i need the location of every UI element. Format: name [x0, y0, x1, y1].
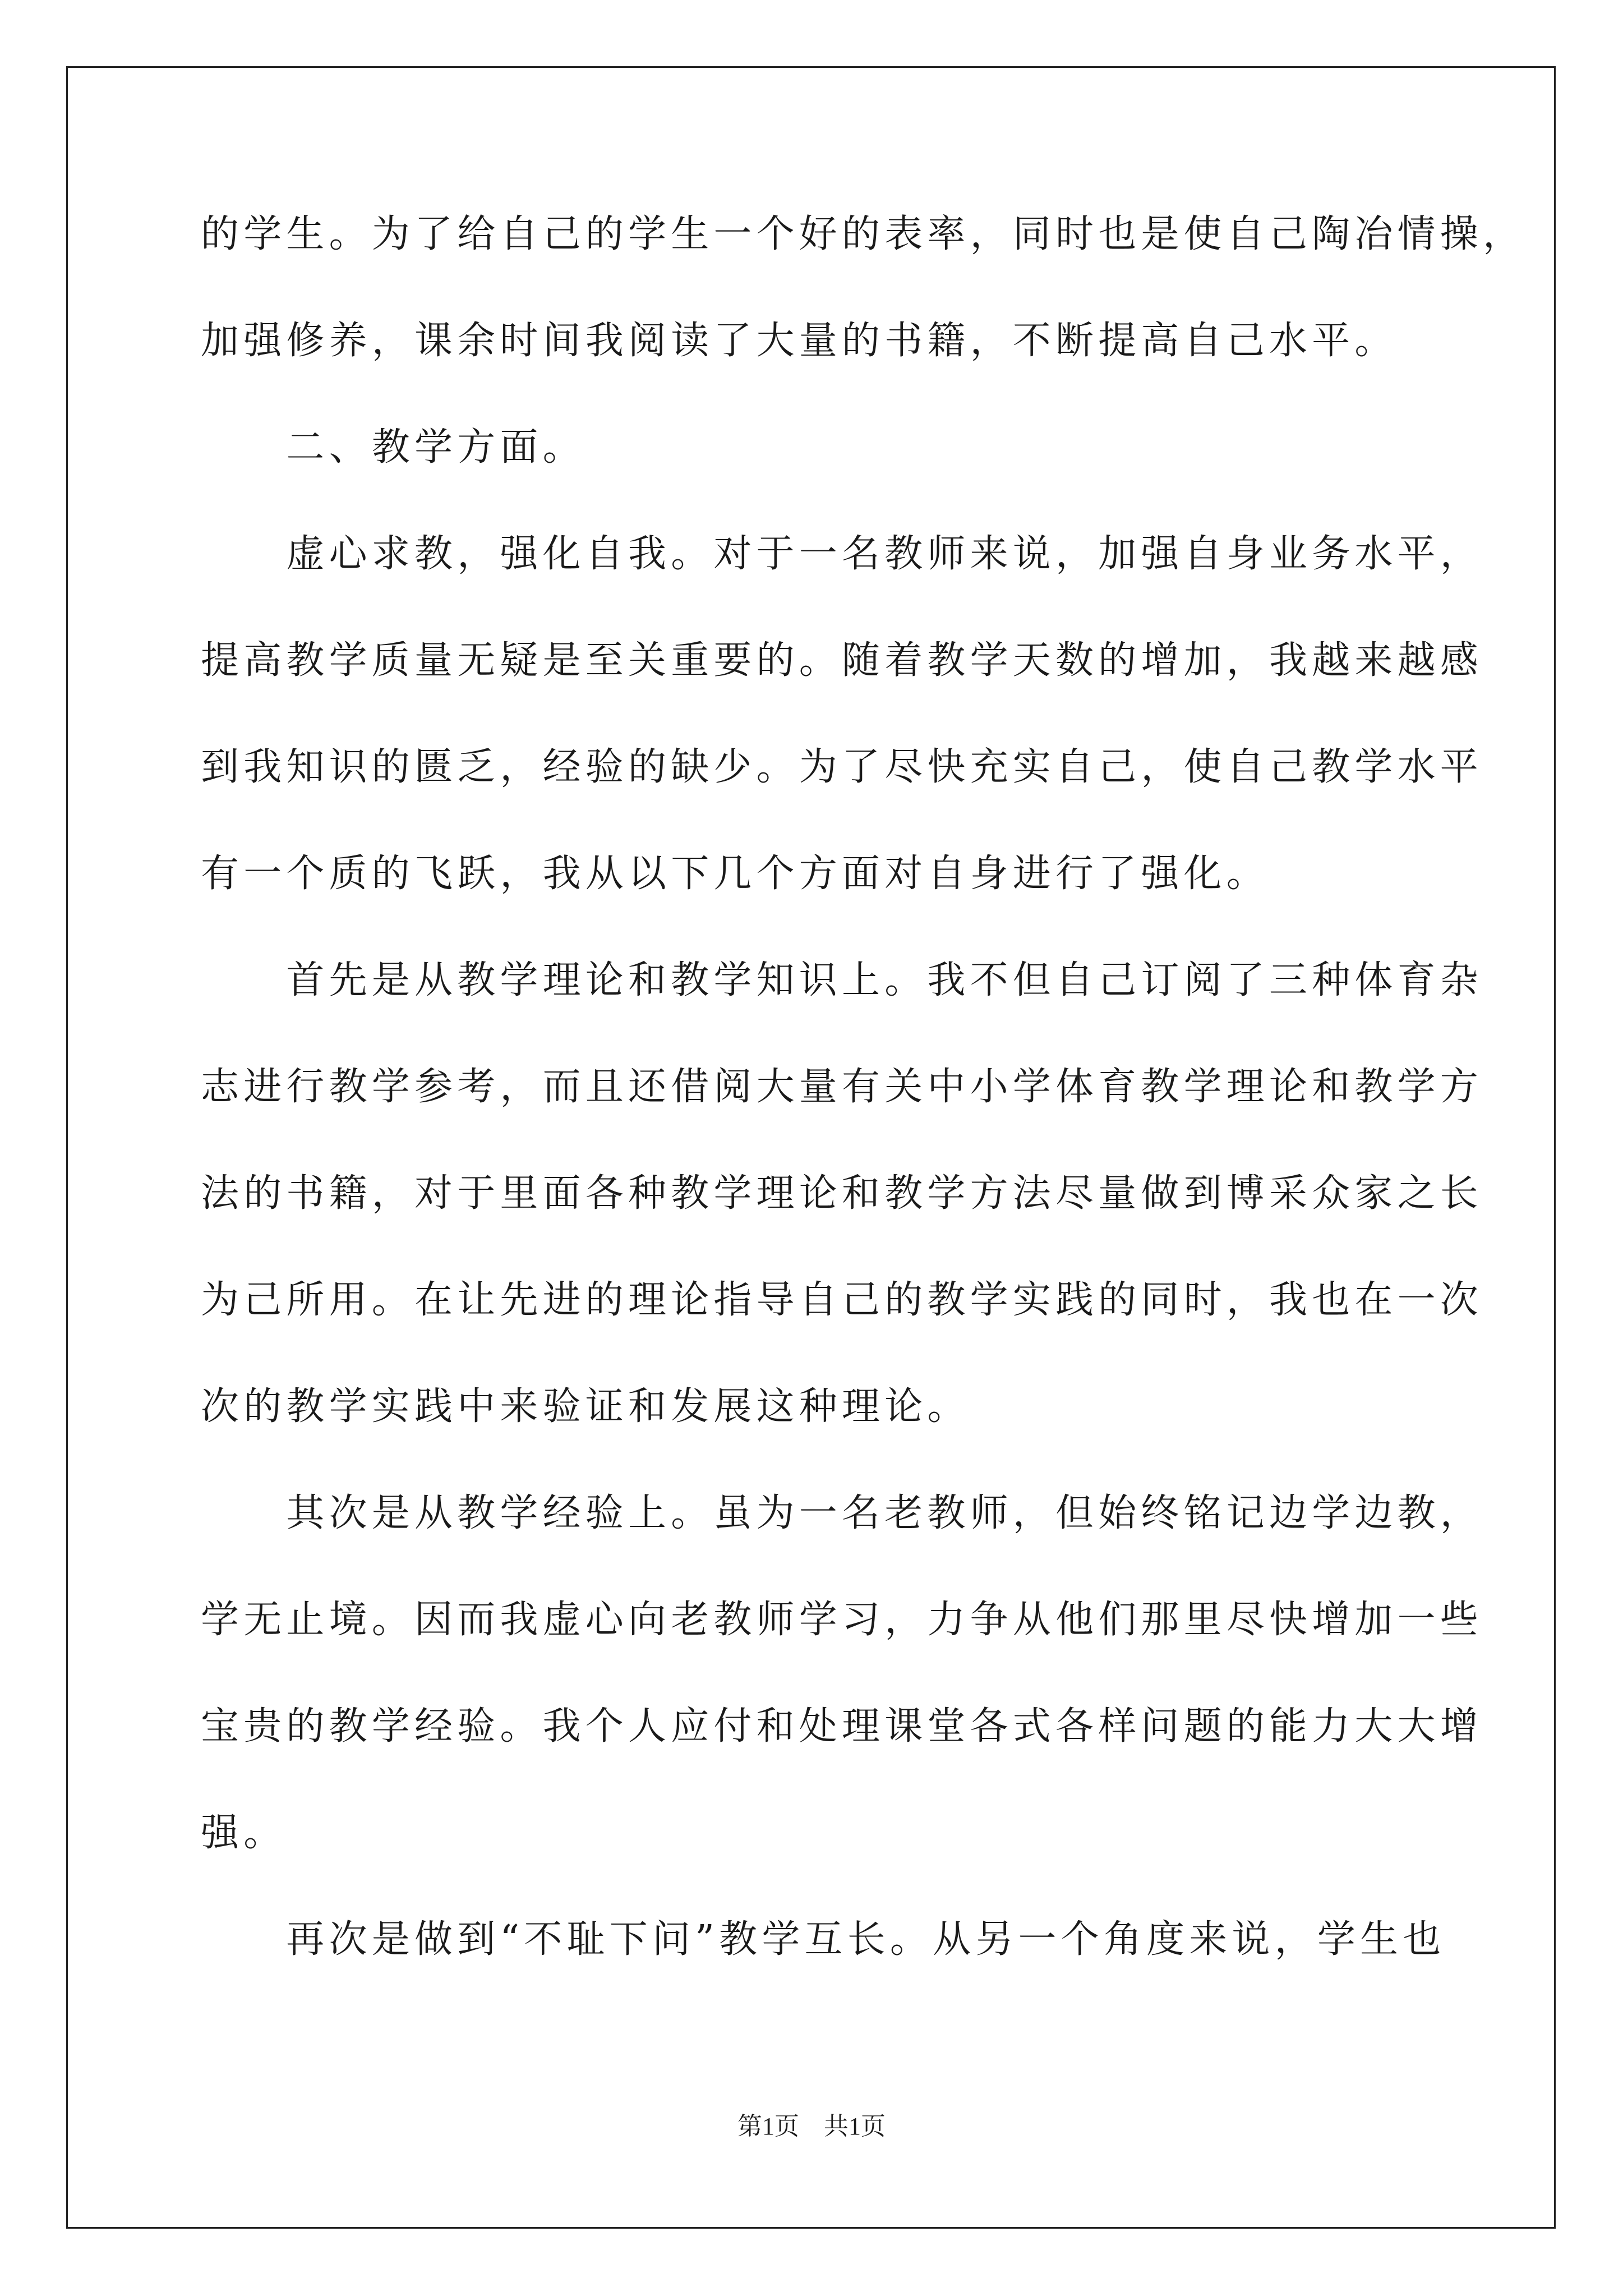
- text-line: 宝贵的教学经验。我个人应付和处理课堂各式各样问题的能力大大增: [201, 1704, 1483, 1749]
- text-line: 虚心求教，强化自我。对于一名教师来说，加强自身业务水平，: [201, 532, 1483, 576]
- text-line: 强。: [201, 1811, 287, 1855]
- text-line: 的学生。为了给自己的学生一个好的表率，同时也是使自己陶冶情操，: [201, 212, 1526, 256]
- text-line: 其次是从教学经验上。虽为一名老教师，但始终铭记边学边教，: [201, 1491, 1483, 1535]
- text-line: 提高教学质量无疑是至关重要的。随着教学天数的增加，我越来越感: [201, 638, 1483, 683]
- section-heading: 二、教学方面。: [201, 425, 585, 470]
- page-number: 第1页 共1页: [737, 2113, 886, 2140]
- text-line: 为己所用。在让先进的理论指导自己的教学实践的同时，我也在一次: [201, 1278, 1483, 1322]
- page-frame: [66, 66, 1556, 2229]
- text-line: 到我知识的匮乏，经验的缺少。为了尽快充实自己，使自己教学水平: [201, 745, 1483, 789]
- text-line: 再次是做到“不耻下问”教学互长。从另一个角度来说，学生也: [201, 1917, 1446, 1962]
- text-line: 次的教学实践中来验证和发展这种理论。: [201, 1384, 970, 1429]
- text-line: 法的书籍，对于里面各种教学理论和教学方法尽量做到博采众家之长: [201, 1171, 1483, 1216]
- text-line: 学无止境。因而我虚心向老教师学习，力争从他们那里尽快增加一些: [201, 1598, 1483, 1642]
- text-line: 有一个质的飞跃，我从以下几个方面对自身进行了强化。: [201, 852, 1270, 896]
- text-line: 志进行教学参考，而且还借阅大量有关中小学体育教学理论和教学方: [201, 1065, 1483, 1109]
- text-line: 加强修养，课余时间我阅读了大量的书籍，不断提高自己水平。: [201, 319, 1398, 363]
- text-line: 首先是从教学理论和教学知识上。我不但自己订阅了三种体育杂: [201, 958, 1483, 1002]
